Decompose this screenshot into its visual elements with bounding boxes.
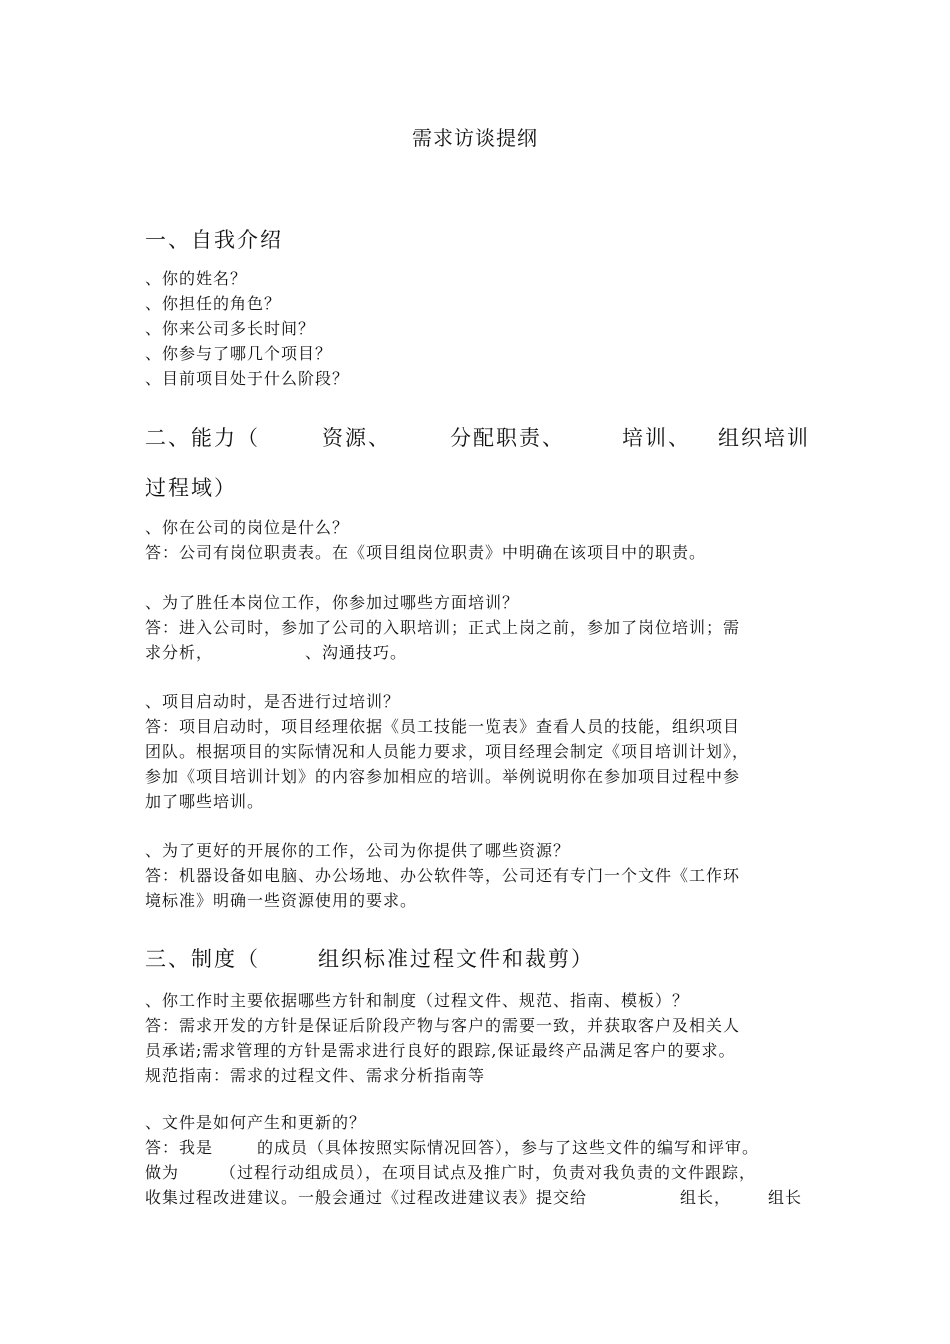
question: 、你在公司的岗位是什么？ xyxy=(145,518,350,537)
answer-line: 组长， xyxy=(680,1188,732,1207)
answer-line: 加了哪些培训。 xyxy=(145,792,265,811)
heading-part: 组织标准过程文件和裁剪） xyxy=(318,947,594,971)
heading-part: 培训、 xyxy=(622,426,691,450)
answer-line: （过程行动组成员），在项目试点及推广时，负责对我负责的文件跟踪， xyxy=(220,1163,757,1182)
list-item: 、你参与了哪几个项目？ xyxy=(145,344,333,363)
answer-line: 参加《项目培训计划》的内容参加相应的培训。举例说明你在参加项目过程中参 xyxy=(145,767,741,786)
section-2-heading-line2: 过程域） xyxy=(145,476,237,500)
answer-line: 境标准》明确一些资源使用的要求。 xyxy=(145,891,418,910)
section-1-heading: 一、自我介绍 xyxy=(145,228,283,252)
question: 、为了更好的开展你的工作，公司为你提供了哪些资源？ xyxy=(145,841,571,860)
answer-line: 收集过程改进建议。一般会通过《过程改进建议表》提交给 xyxy=(145,1188,588,1207)
answer-line: 答：我是 xyxy=(145,1138,214,1157)
question: 、文件是如何产生和更新的？ xyxy=(145,1113,367,1132)
answer-line: 员承诺;需求管理的方针是需求进行良好的跟踪,保证最终产品满足客户的要求。 xyxy=(145,1041,736,1060)
answer-line: 做为 xyxy=(145,1163,180,1182)
answer-line: 的成员（具体按照实际情况回答），参与了这些文件的编写和评审。 xyxy=(257,1138,760,1157)
heading-part: 资源、 xyxy=(322,426,391,450)
answer-line: 、沟通技巧。 xyxy=(305,643,408,662)
list-item: 、你的姓名？ xyxy=(145,269,248,288)
answer-line: 求分析， xyxy=(145,643,214,662)
list-item: 、你来公司多长时间？ xyxy=(145,319,316,338)
question: 、为了胜任本岗位工作，你参加过哪些方面培训？ xyxy=(145,593,520,612)
answer-line: 答：进入公司时，参加了公司的入职培训；正式上岗之前，参加了岗位培训；需 xyxy=(145,618,741,637)
heading-part: 分配职责、 xyxy=(450,426,565,450)
section-2-heading xyxy=(145,422,810,452)
heading-part: 二、能力（ xyxy=(145,426,260,450)
answer-line: 组长 xyxy=(768,1188,803,1207)
answer-line: 答：需求开发的方针是保证后阶段产物与客户的需要一致，并获取客户及相关人 xyxy=(145,1016,741,1035)
answer-line: 答：项目启动时，项目经理依据《员工技能一览表》查看人员的技能，组织项目 xyxy=(145,717,741,736)
page-title: 需求访谈提纲 xyxy=(412,126,538,150)
list-item: 、目前项目处于什么阶段？ xyxy=(145,369,350,388)
heading-part: 三、制度（ xyxy=(145,947,260,971)
question: 、你工作时主要依据哪些方针和制度（过程文件、规范、指南、模板）？ xyxy=(145,991,690,1010)
question: 、项目启动时，是否进行过培训？ xyxy=(145,692,401,711)
answer-line: 规范指南：需求的过程文件、需求分析指南等 xyxy=(145,1066,486,1085)
section-3-heading xyxy=(145,943,810,973)
answer-line: 答：机器设备如电脑、办公场地、办公软件等，公司还有专门一个文件《工作环 xyxy=(145,866,741,885)
list-item: 、你担任的角色？ xyxy=(145,294,282,313)
answer-line: 答：公司有岗位职责表。在《项目组岗位职责》中明确在该项目中的职责。 xyxy=(145,543,707,562)
answer-line: 团队。根据项目的实际情况和人员能力要求，项目经理会制定《项目培训计划》， xyxy=(145,742,750,761)
heading-part: 组织培训 xyxy=(718,426,810,450)
